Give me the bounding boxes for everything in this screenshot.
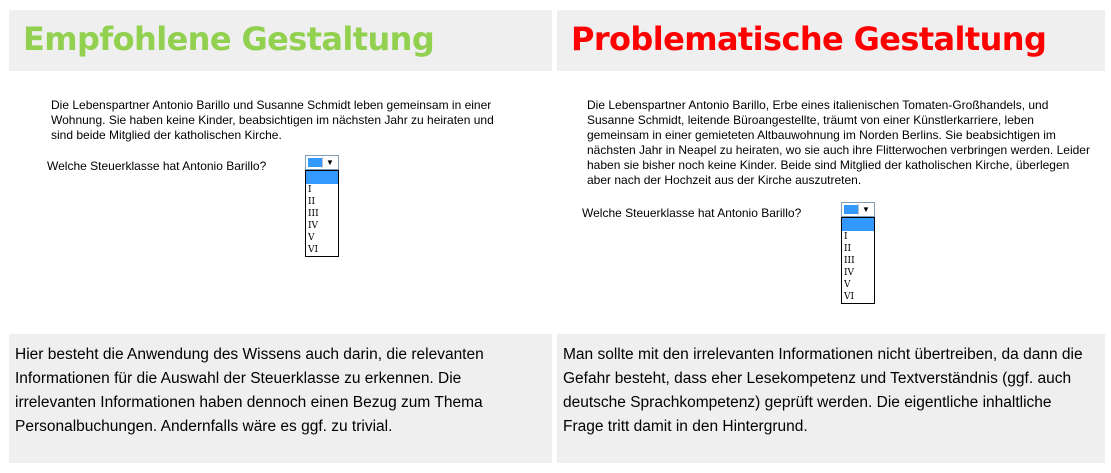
problematic-column [557,10,1105,463]
tax-class-option[interactable]: IV [844,268,855,278]
tax-class-option[interactable]: I [844,232,848,242]
recommended-description: Hier besteht die Anwendung des Wissens auch darin, die relevanten Informationen für die Auswahl der Steuerklasse zu erkennen. Die irrelevanten Informationen haben dennoch einen Bezug zum Thema Personalbuchungen. Andernfalls wäre es ggf. zu trivial. [15,346,484,435]
tax-class-option-empty[interactable] [842,218,874,231]
tax-class-option-empty[interactable] [306,171,338,184]
tax-class-options-list [305,170,339,257]
chevron-down-icon[interactable]: ▼ [322,157,337,168]
problematic-description: Man sollte mit den irrelevanten Informationen nicht übertreiben, da dann die Gefahr besteht, dass eher Lesekompetenz und Textverständnis (ggf. auch deutsche Sprachkompetenz) geprüft werden. Die eigentliche inhaltliche Frage tritt damit in den Hintergrund. [563,346,1083,435]
tax-class-option[interactable]: III [844,256,855,266]
recommended-header [9,10,552,71]
chevron-down-icon[interactable]: ▼ [858,204,873,215]
tax-class-option[interactable]: VI [308,245,319,255]
tax-class-option[interactable]: V [844,280,851,290]
tax-class-select[interactable] [305,155,339,170]
tax-class-option[interactable]: IV [308,221,319,231]
tax-class-options-list [841,217,875,304]
tax-class-select[interactable] [841,202,875,217]
tax-class-option[interactable]: II [844,244,852,254]
selected-value-swatch [308,158,322,167]
selected-value-swatch [844,205,858,214]
recommended-example-panel [13,73,548,332]
recommended-column [9,10,552,463]
tax-class-option[interactable]: VI [844,292,855,302]
problematic-example-panel [561,73,1101,332]
recommended-question-label: Welche Steuerklasse hat Antonio Barillo? [47,159,267,173]
problematic-title: Problematische Gestaltung [571,20,1047,58]
problematic-footer [557,334,1105,463]
tax-class-option[interactable]: II [308,197,316,207]
problematic-question-label: Welche Steuerklasse hat Antonio Barillo? [582,206,802,220]
recommended-title: Empfohlene Gestaltung [23,20,435,58]
problematic-header [557,10,1105,71]
tax-class-option[interactable]: III [308,209,319,219]
tax-class-option[interactable]: V [308,233,315,243]
tax-class-option[interactable]: I [308,185,312,195]
problematic-scenario-text: Die Lebenspartner Antonio Barillo, Erbe eines italienischen Tomaten-Großhandels, und Susanne Schmidt, leitende Büroangestellte, träumt von einer Künstlerkarriere, leben gemeinsam in einer gemieteten Altbauwohnung im Norden Berlins. Sie beabsichtigen im nächsten Jahr in Neapel zu heiraten, wo sie auch ihre Flitterwochen verbringen werden. Leider haben sie bisher noch keine Kinder. Beide sind Mitglied der katholischen Kirche, überlegen aber nach der Hochzeit aus der Kirche auszutreten. [587,98,1090,187]
recommended-footer [9,334,552,463]
recommended-scenario-text: Die Lebenspartner Antonio Barillo und Susanne Schmidt leben gemeinsam in einer Wohnung. Sie haben keine Kinder, beabsichtigen im nächsten Jahr zu heiraten und sind beide Mitglied der katholischen Kirche. [51,98,494,142]
